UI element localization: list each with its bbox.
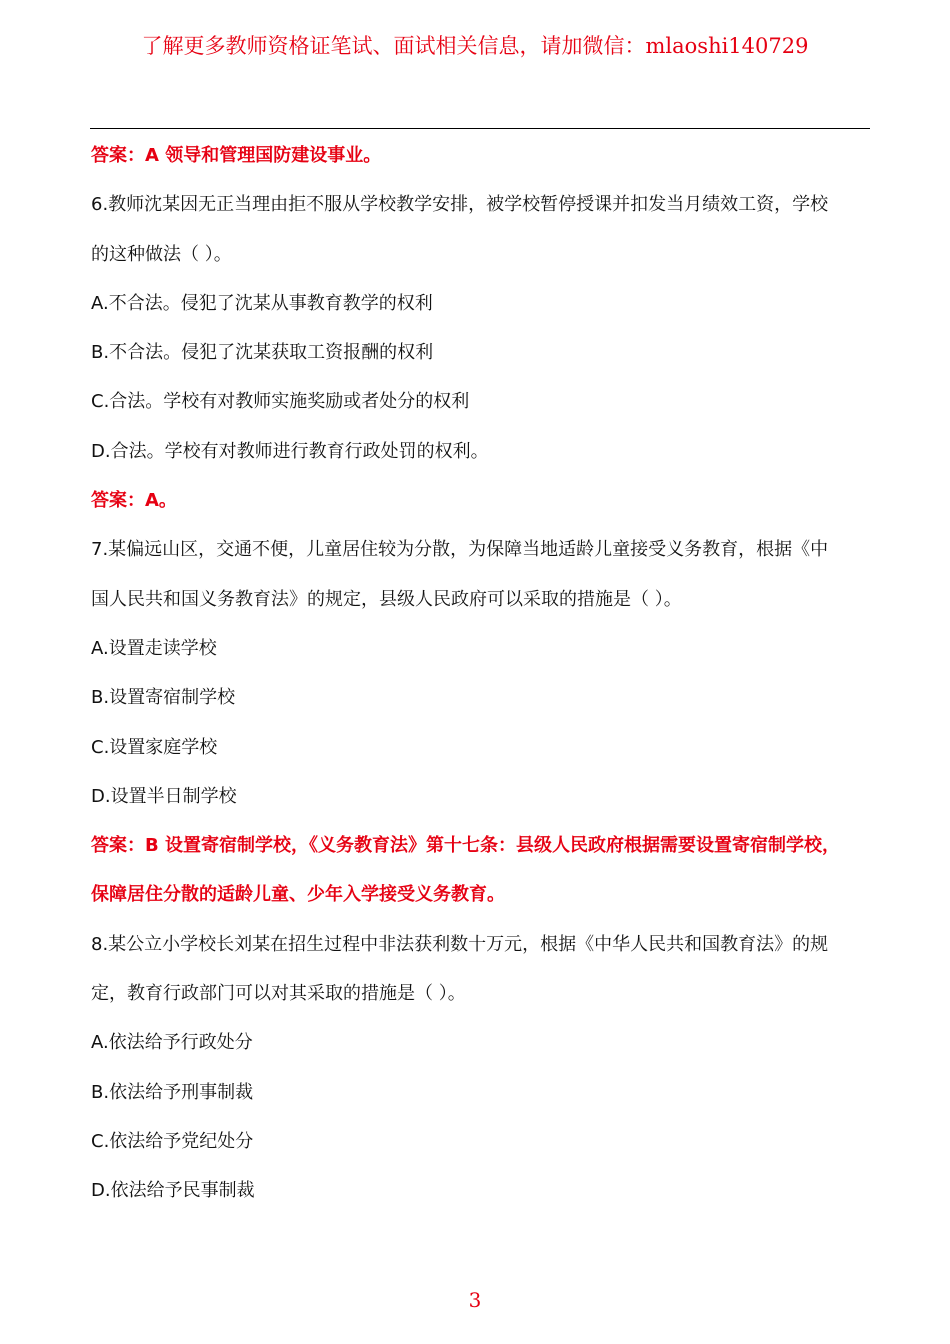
question-line: 7.某偏远山区，交通不便，儿童居住较为分散，为保障当地适龄儿童接受义务教育，根据《中 [91, 539, 829, 561]
option-line: D.依法给予民事制裁 [91, 1180, 255, 1202]
option-line: D.设置半日制学校 [91, 785, 237, 807]
question-line: 定，教育行政部门可以对其采取的措施是（ ）。 [91, 983, 466, 1005]
option-line: A.设置走读学校 [91, 637, 217, 659]
page-number: 3 [468, 1288, 482, 1312]
option-line: A.依法给予行政处分 [91, 1032, 253, 1054]
option-line: B.依法给予刑事制裁 [91, 1081, 254, 1103]
answer-line: 答案：A 领导和管理国防建设事业。 [91, 145, 382, 166]
question-line: 国人民共和国义务教育法》的规定，县级人民政府可以采取的措施是（ ）。 [91, 588, 682, 610]
header-divider [90, 128, 870, 129]
option-line: C.依法给予党纪处分 [91, 1130, 254, 1152]
option-line: C.设置家庭学校 [91, 736, 218, 758]
option-line: C.合法。学校有对教师实施奖励或者处分的权利 [91, 391, 470, 413]
header-banner: 了解更多教师资格证笔试、面试相关信息，请加微信：mlaoshi140729 [141, 34, 809, 58]
option-line: A.不合法。侵犯了沈某从事教育教学的权利 [91, 292, 433, 314]
answer-line: 答案：B 设置寄宿制学校，《义务教育法》第十七条：县级人民政府根据需要设置寄宿制学校， [91, 835, 840, 857]
question-line: 8.某公立小学校长刘某在招生过程中非法获利数十万元，根据《中华人民共和国教育法》的规 [91, 933, 829, 955]
question-line: 6.教师沈某因无正当理由拒不服从学校教学安排，被学校暂停授课并扣发当月绩效工资，学校 [91, 194, 829, 216]
option-line: B.不合法。侵犯了沈某获取工资报酬的权利 [91, 342, 434, 364]
option-line: B.设置寄宿制学校 [91, 687, 236, 709]
question-line: 的这种做法（ ）。 [91, 243, 232, 265]
answer-line: 保障居住分散的适龄儿童、少年入学接受义务教育。 [91, 884, 505, 906]
answer-line: 答案：A。 [91, 490, 177, 512]
document-body [91, 131, 873, 1216]
option-line: D.合法。学校有对教师进行教育行政处罚的权利。 [91, 440, 489, 462]
